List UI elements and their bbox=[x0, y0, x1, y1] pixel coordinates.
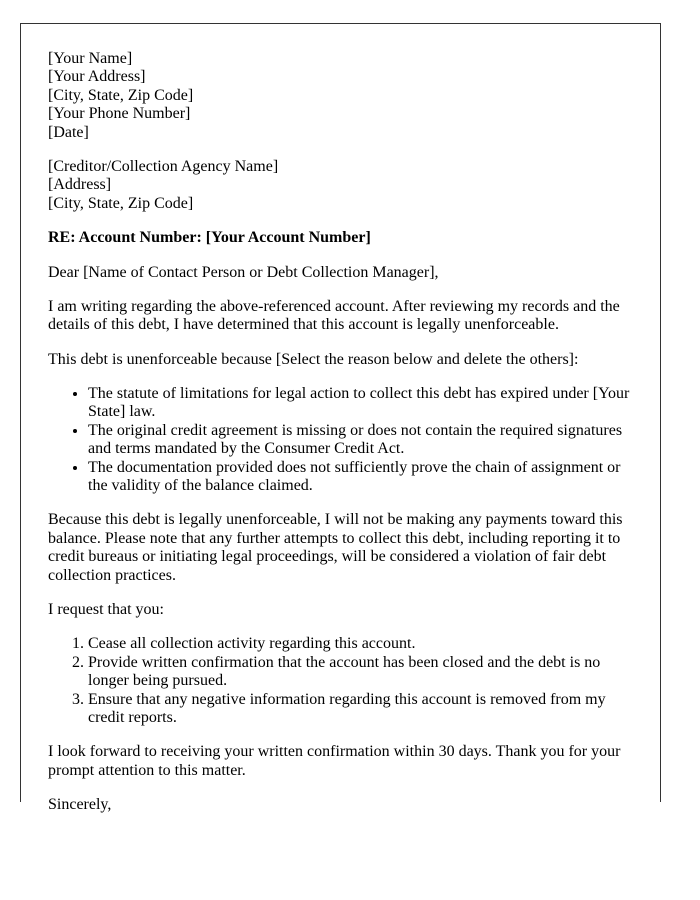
reason-item: • The original credit agreement is missing or does not contain the required signatures and terms mandated by the Consumer Credit Act. bbox=[88, 422, 632, 459]
sender-address-block bbox=[48, 50, 632, 142]
paragraph-intro: I am writing regarding the above-referenced account. After reviewing my records and the details of this debt, I have determined that this account is legally unenforceable. bbox=[48, 297, 620, 334]
sender-address-line: [City, State, Zip Code] bbox=[48, 86, 194, 104]
sender-address-line: [Your Address] bbox=[48, 68, 146, 86]
signoff: Sincerely, bbox=[48, 796, 112, 814]
request-item: 2. Provide written confirmation that the account has been closed and the debt is no longer being pursued. bbox=[88, 654, 632, 691]
sender-address-line: [Your Phone Number] bbox=[48, 105, 191, 123]
recipient-address-line: [Address] bbox=[48, 176, 112, 194]
letter-frame bbox=[20, 23, 661, 814]
recipient-address-block bbox=[48, 158, 632, 213]
reason-item: • The documentation provided does not sufficiently prove the chain of assignment or the validity of the balance claimed. bbox=[88, 459, 632, 496]
paragraph-request-lead: I request that you: bbox=[48, 600, 164, 618]
paragraph-no-payment: Because this debt is legally unenforceable, I will not be making any payments toward this balance. Please note that any further attempts to collect this debt, including reporting it to credit bureaus or initiating legal proceedings, will be considered a violation of fair debt collection practices. bbox=[48, 511, 623, 584]
reason-item: • The statute of limitations for legal action to collect this debt has expired under [Your State] law. bbox=[88, 385, 632, 422]
sender-address-line: [Your Name] bbox=[48, 50, 133, 67]
recipient-address-line: [City, State, Zip Code] bbox=[48, 194, 194, 212]
reasons-list bbox=[48, 385, 632, 495]
salutation: Dear [Name of Contact Person or Debt Collection Manager], bbox=[48, 263, 439, 281]
requests-list bbox=[48, 635, 632, 727]
request-item: 3. Ensure that any negative information regarding this account is removed from my credit reports. bbox=[88, 691, 632, 728]
subject-line: RE: Account Number: [Your Account Number] bbox=[48, 229, 371, 247]
recipient-address-line: [Creditor/Collection Agency Name] bbox=[48, 157, 279, 175]
paragraph-reasons-lead: This debt is unenforceable because [Select the reason below and delete the others]: bbox=[48, 350, 579, 368]
sender-address-line: [Date] bbox=[48, 123, 89, 141]
request-item: 1. Cease all collection activity regarding this account. bbox=[88, 635, 632, 653]
paragraph-closing: I look forward to receiving your written confirmation within 30 days. Thank you for your prompt attention to this matter. bbox=[48, 743, 621, 779]
